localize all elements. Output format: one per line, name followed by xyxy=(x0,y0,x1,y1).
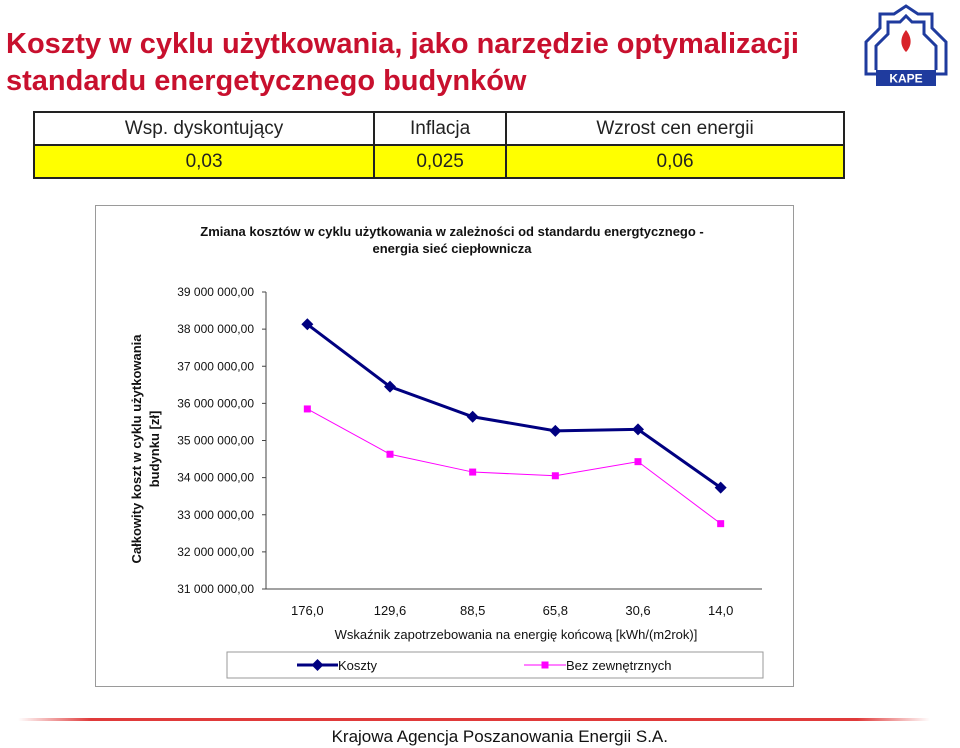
x-tick-label: 88,5 xyxy=(460,603,486,618)
data-point-bez-zewnetrznych xyxy=(304,405,311,412)
legend-marker-bez-zewnetrznych xyxy=(542,662,549,669)
param-header-discount: Wsp. dyskontujący xyxy=(34,112,374,145)
chart-title-line-1: Zmiana kosztów w cyklu użytkowania w zależności od standardu energtycznego - xyxy=(200,224,704,239)
data-point-bez-zewnetrznych xyxy=(469,469,476,476)
data-point-koszty xyxy=(467,411,479,423)
data-point-koszty xyxy=(549,425,561,437)
y-tick-label: 37 000 000,00 xyxy=(177,359,254,374)
y-tick-label: 35 000 000,00 xyxy=(177,433,254,448)
y-tick-label: 39 000 000,00 xyxy=(177,285,254,299)
y-tick-label: 33 000 000,00 xyxy=(177,507,254,522)
x-tick-label: 176,0 xyxy=(291,603,324,618)
kape-logo xyxy=(858,4,954,94)
legend-label-bez-zewnetrznych: Bez zewnętrznych xyxy=(566,658,672,673)
line-chart xyxy=(96,206,793,686)
series-line-koszty xyxy=(307,324,720,487)
param-value-inflation: 0,025 xyxy=(374,145,506,178)
data-point-bez-zewnetrznych xyxy=(552,472,559,479)
series-line-bez-zewnetrznych xyxy=(307,409,720,524)
x-tick-label: 129,6 xyxy=(373,603,407,618)
parameters-table xyxy=(33,111,845,179)
y-tick-label: 36 000 000,00 xyxy=(177,396,254,411)
param-header-inflation: Inflacja xyxy=(374,112,506,145)
data-point-bez-zewnetrznych xyxy=(387,451,394,458)
y-tick-label: 34 000 000,00 xyxy=(177,470,254,485)
y-axis-label-line-2: budynku [zł] xyxy=(147,410,162,488)
y-tick-label: 31 000 000,00 xyxy=(177,582,254,596)
data-point-bez-zewnetrznych xyxy=(717,520,724,527)
logo-text: KAPE xyxy=(889,71,923,86)
y-axis-label-line-1: Całkowity koszt w cyklu użytkowania xyxy=(129,334,144,564)
y-tick-label: 38 000 000,00 xyxy=(177,322,254,337)
y-tick-label: 32 000 000,00 xyxy=(177,544,254,559)
param-value-discount: 0,03 xyxy=(34,145,374,178)
x-tick-label: 65,8 xyxy=(542,603,568,618)
x-tick-label: 30,6 xyxy=(625,603,651,618)
x-axis-label: Wskaźnik zapotrzebowania na energię końcową [kWh/(m2rok)] xyxy=(334,627,698,642)
param-header-energy-growth: Wzrost cen energii xyxy=(506,112,844,145)
x-tick-label: 14,0 xyxy=(708,603,734,618)
footer-divider xyxy=(18,718,930,721)
page-title: Koszty w cyklu użytkowania, jako narzędzie optymalizacji standardu energetycznego budynków xyxy=(6,28,799,97)
legend-label-koszty: Koszty xyxy=(338,658,378,673)
data-point-bez-zewnetrznych xyxy=(635,458,642,465)
param-value-energy-growth: 0,06 xyxy=(506,145,844,178)
chart-title-line-2: energia sieć ciepłownicza xyxy=(372,241,532,256)
footer-organization: Krajowa Agencja Poszanowania Energii S.A. xyxy=(331,727,668,746)
chart-area xyxy=(95,205,794,687)
